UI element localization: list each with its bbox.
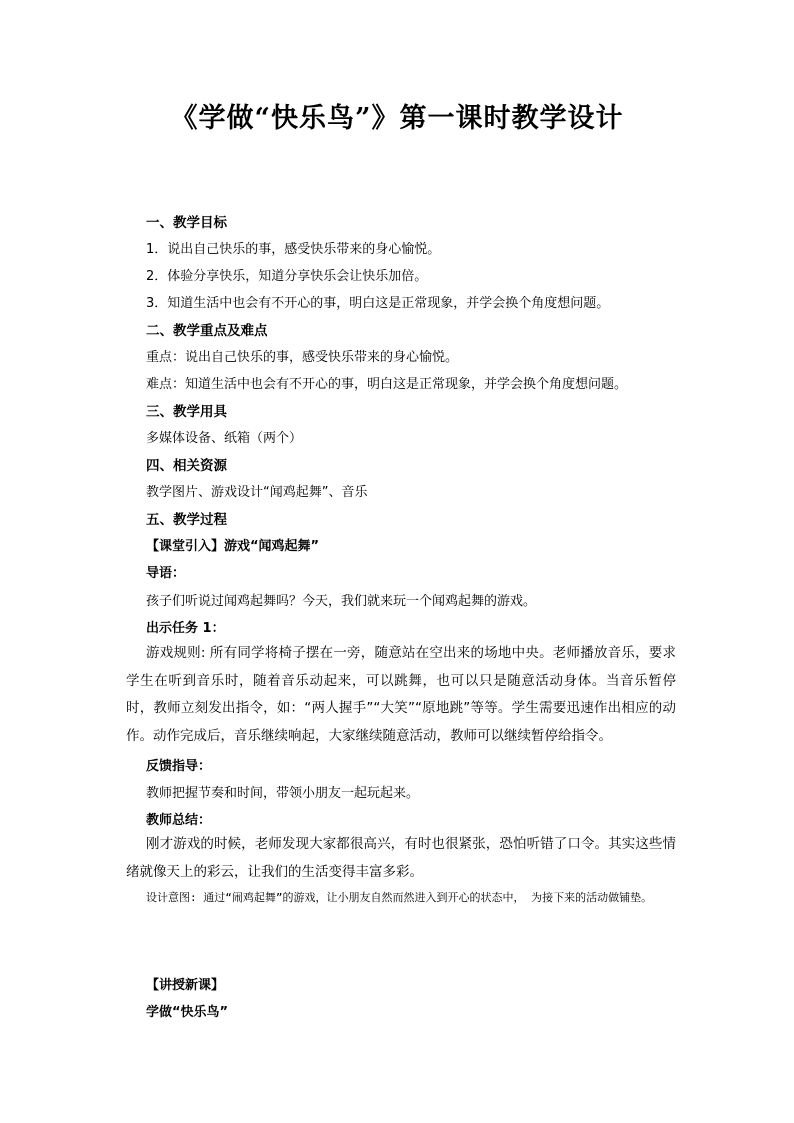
feedback-label: 反馈指导：: [146, 759, 212, 774]
new-lesson-label: 【讲授新课】: [146, 978, 225, 993]
intro-label: 【课堂引入】游戏“闻鸡起舞”: [146, 539, 320, 554]
resources-text: 教学图片、游戏设计“闻鸡起舞”、音乐: [146, 485, 368, 500]
task-label: 出示任务 1：: [146, 621, 225, 636]
guide-text: 孩子们听说过闻鸡起舞吗？今天，我们就来玩一个闻鸡起舞的游戏。: [146, 594, 537, 609]
resources-heading: 四、相关资源: [146, 458, 227, 474]
objective-item-2: 2．体验分享快乐，知道分享快乐会让快乐加倍。: [146, 269, 428, 284]
guide-label: 导语：: [146, 566, 186, 581]
tools-text: 多媒体设备、纸箱（两个）: [146, 431, 303, 446]
task-text: 游戏规则: 所有同学将椅子摆在一旁，随意站在空出来的场地中央。老师播放音乐，要求学生在听到音乐时，随着音乐动起来，可以跳舞，也可以只是随意活动身体。当音乐暂停时，教师立刻发出指令，如：“两人握手”“大笑”“原地跳”等等。学生需要迅速作出相应的动作。动作完成后，音乐继续响起，大家继续随意活动，教师可以继续暂停给指令。: [126, 645, 676, 744]
key-point-text: 重点：说出自己快乐的事，感受快乐带来的身心愉悦。: [146, 350, 459, 365]
tools-heading: 三、教学用具: [146, 404, 227, 420]
page-title: 《学做“快乐鸟”》第一课时教学设计: [170, 103, 624, 134]
keypoints-heading: 二、教学重点及难点: [146, 323, 268, 339]
feedback-text: 教师把握节奏和时间，带领小朋友一起玩起来。: [146, 786, 420, 801]
new-lesson-title: 学做“快乐鸟”: [146, 1005, 229, 1020]
summary-text: 刚才游戏的时候，老师发现大家都很高兴，有时也很紧张，恐怕听错了口令。其实这些情绪就像天上的彩云，让我们的生活变得丰富多彩。: [126, 836, 676, 880]
objective-item-1: 1．说出自己快乐的事，感受快乐带来的身心愉悦。: [146, 242, 441, 257]
summary-label: 教师总结：: [146, 813, 212, 828]
design-note: 设计意图: 通过“闹鸡起舞”的游戏，让小朋友自然而然进入到开心的状态中， 为接下来的活动做铺垫。: [146, 891, 653, 904]
objective-item-3: 3．知道生活中也会有不开心的事，明白这是正常现象，并学会换个角度想问题。: [146, 296, 610, 311]
objectives-heading: 一、教学目标: [146, 215, 227, 231]
difficult-point-text: 难点：知道生活中也会有不开心的事，明白这是正常现象，并学会换个角度想问题。: [146, 377, 628, 392]
process-heading: 五、教学过程: [146, 512, 227, 528]
